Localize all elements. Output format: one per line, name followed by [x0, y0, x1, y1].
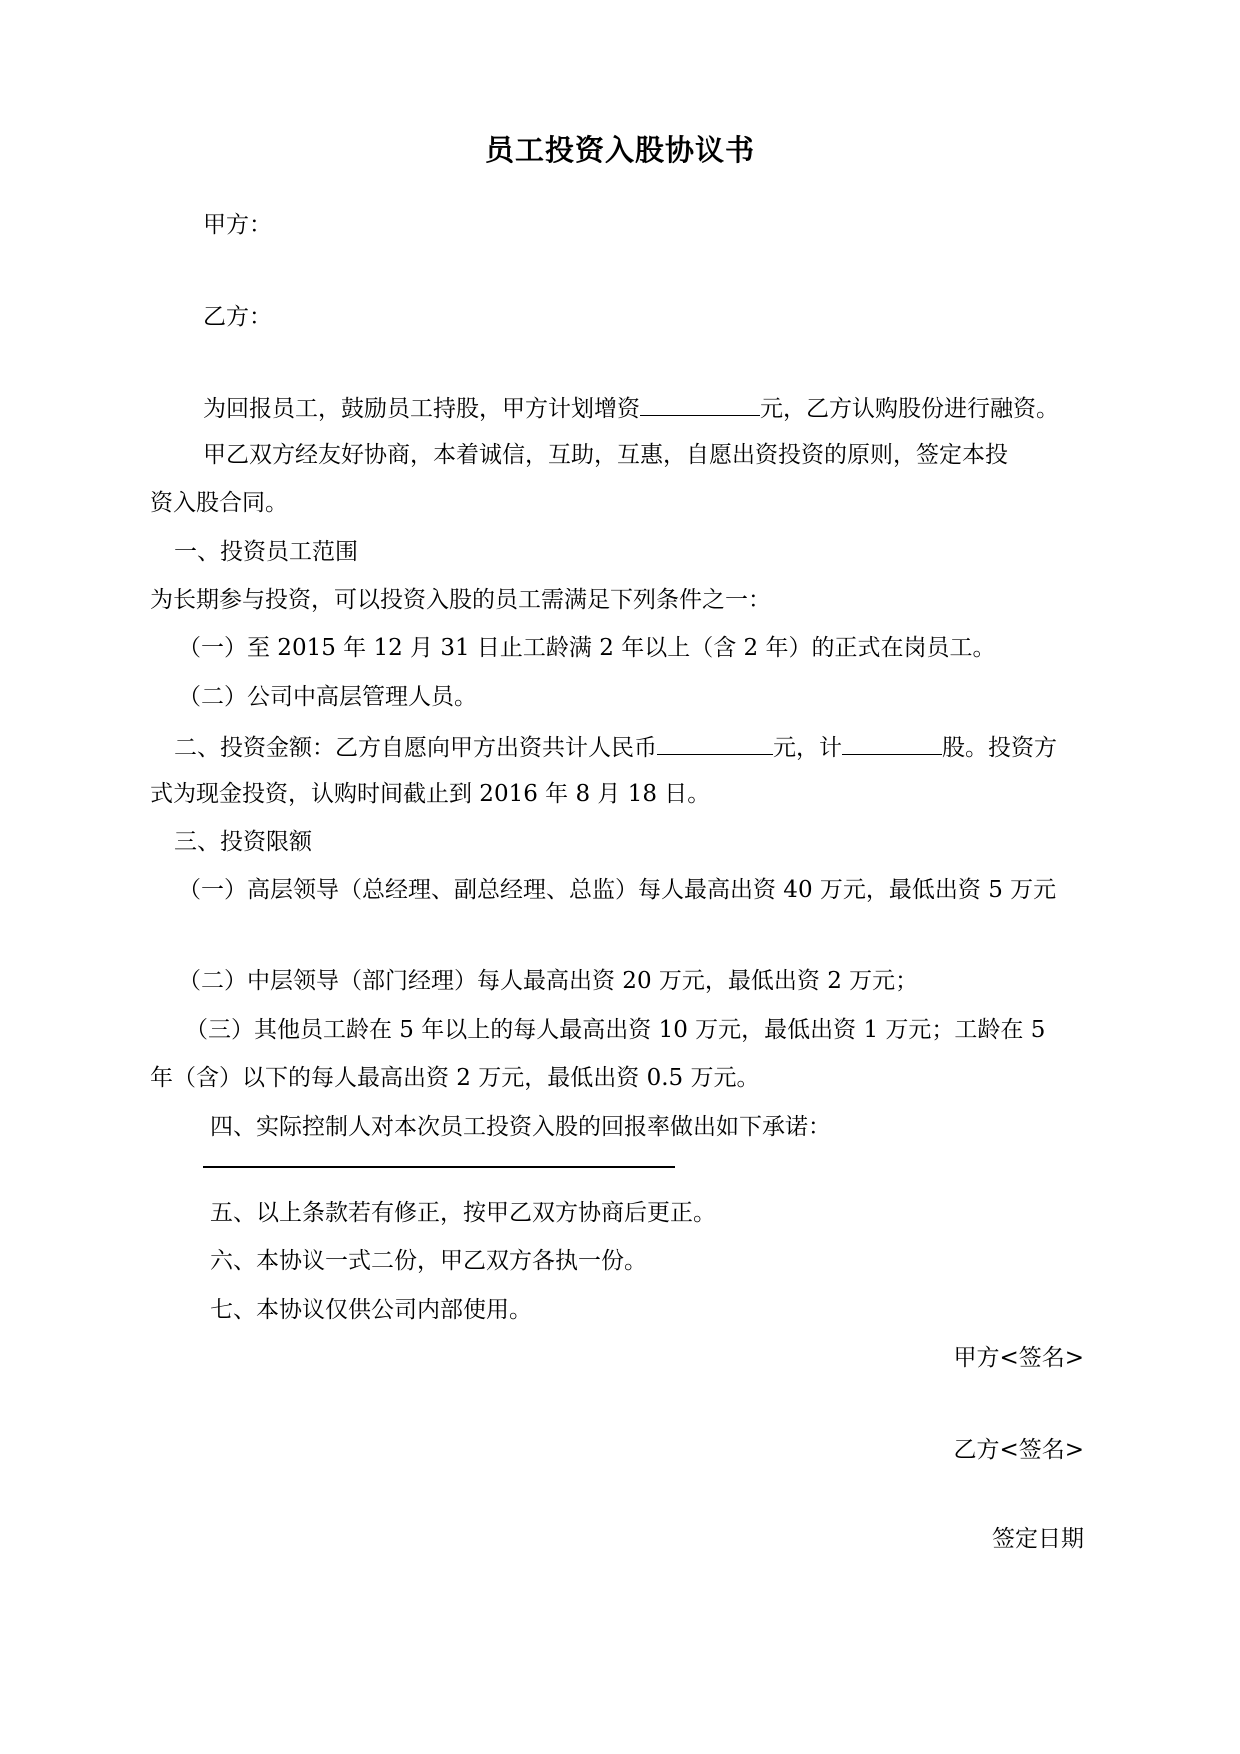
intro-paragraph-2-line-2: 资入股合同。 — [150, 490, 288, 516]
section-1-item-2: （二）公司中高层管理人员。 — [178, 684, 477, 710]
section-3-item-3-line-2: 年（含）以下的每人最高出资 2 万元，最低出资 0.5 万元。 — [150, 1065, 760, 1091]
section-2-text-b: 元，计 — [773, 735, 842, 761]
section-4: 四、实际控制人对本次员工投资入股的回报率做出如下承诺： — [210, 1114, 831, 1140]
share-count-blank — [842, 730, 942, 755]
section-2-text-a: 二、投资金额：乙方自愿向甲方出资共计人民币 — [174, 735, 657, 761]
section-2-line-2: 式为现金投资，认购时间截止到 2016 年 8 月 18 日。 — [150, 781, 711, 807]
section-3-item-1: （一）高层领导（总经理、副总经理、总监）每人最高出资 40 万元，最低出资 5 万元 — [178, 877, 1057, 903]
signing-date: 签定日期 — [992, 1526, 1084, 1552]
section-6: 六、本协议一式二份，甲乙双方各执一份。 — [210, 1248, 647, 1274]
party-a-signature: 甲方<签名> — [953, 1345, 1084, 1371]
party-b-signature: 乙方<签名> — [953, 1437, 1084, 1463]
intro-paragraph-1 — [203, 391, 1059, 424]
intro-p1-text-b: 元，乙方认购股份进行融资。 — [760, 396, 1059, 422]
section-1-heading: 一、投资员工范围 — [174, 539, 358, 565]
section-1-lead: 为长期参与投资，可以投资入股的员工需满足下列条件之一： — [150, 587, 771, 613]
section-3-item-2: （二）中层领导（部门经理）每人最高出资 20 万元，最低出资 2 万元； — [178, 968, 919, 994]
section-5: 五、以上条款若有修正，按甲乙双方协商后更正。 — [210, 1200, 716, 1226]
investment-amount-blank — [657, 730, 773, 755]
intro-paragraph-2-line-1: 甲乙双方经友好协商，本着诚信，互助，互惠，自愿出资投资的原则，签定本投 — [203, 442, 1008, 468]
party-a-label: 甲方： — [203, 212, 272, 238]
section-7: 七、本协议仅供公司内部使用。 — [210, 1297, 532, 1323]
section-3-item-3-line-1: （三）其他员工龄在 5 年以上的每人最高出资 10 万元，最低出资 1 万元；工龄在 5 — [185, 1017, 1046, 1043]
section-2-line-1 — [174, 730, 1057, 763]
commitment-blank-line — [203, 1166, 675, 1168]
party-b-label: 乙方： — [203, 304, 272, 330]
section-2-text-c: 股。投资方 — [942, 735, 1057, 761]
section-1-item-1: （一）至 2015 年 12 月 31 日止工龄满 2 年以上（含 2 年）的正式在岗员工。 — [178, 635, 996, 661]
document-title: 员工投资入股协议书 — [484, 133, 755, 167]
intro-p1-text-a: 为回报员工，鼓励员工持股，甲方计划增资 — [203, 396, 640, 422]
capital-increase-blank — [640, 391, 760, 416]
section-3-heading: 三、投资限额 — [174, 829, 312, 855]
